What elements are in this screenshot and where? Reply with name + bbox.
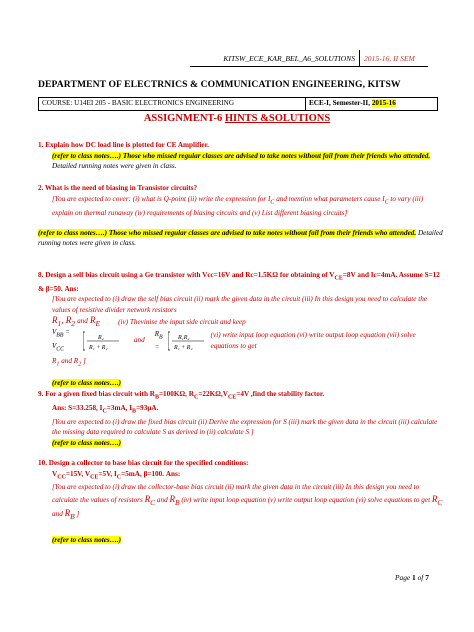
course-name: COURSE: U14EI 205 - BASIC ELECTRONICS ENGINEERING [39,98,306,110]
question-10 [38,458,443,545]
question-1-text: 1. Explain how DC load line is plotted for CE Amplifier. [38,141,209,149]
question-8 [38,270,443,388]
q8-text-1: 8. Design a self bias circuit using a Ge transistor with Vcc=16V and Rc=1.5KΩ for obtaining of V [38,271,335,279]
q10-solve-rb-sub: B [70,512,75,522]
q8-solve-r1-label: R [52,356,57,365]
q8-solve-r2-sub: 2 [78,361,82,368]
question-1 [38,140,443,172]
q8-resistors-line [52,315,443,329]
q8-hint-a: [You are expected to (i) draw the self bias circuit (ii) mark the given data in the circuit (iii) In this design you need to calculate the values of resistive divider network resistors [52,295,427,314]
q8-rb: R [154,329,159,338]
answer-1-highlight: (refer to class notes….) Those who missed regular classes are advised to take notes without fail from their friends who attended. [52,151,431,160]
q8-solve-r1-sub: 1 [56,361,60,368]
q8-r1: R [52,315,58,326]
q8-rb-formula [155,329,168,353]
assignment-title-hints: HINTS &SOLUTIONS [224,113,331,124]
q9-ans-2: =3mA, I [106,403,133,412]
q10-rc [144,493,156,507]
q9-ans-sub-c: C [102,408,107,415]
q9-sub-ce: CE [227,394,237,401]
answer-1-plain: Detailed running notes were given in class. [52,162,177,170]
page-header [190,50,428,67]
q10-l-2: =15V, V [65,469,91,478]
q9-text-3: =22KΩ,V [198,390,228,398]
q10-sub-c: C [116,473,122,480]
q8-vcc-sub: CC [56,346,65,353]
q10-sub-cc: CC [57,473,66,480]
q8-hint-b: (iv) Thevinise the input side circuit and keep [118,318,246,327]
q8-formula-and: and [133,336,145,345]
q8-hint-c: (vi) write input loop equation (vi) write output loop equation (vii) solve equations to get [210,331,416,350]
q8-refer-text: (refer to class notes….) [52,378,122,387]
q10-refer-text: (refer to class notes….) [52,535,122,544]
question-9-text [38,389,443,403]
q10-solve-rc-sub: C [437,497,443,507]
q8-vbb-formula [52,327,81,355]
question-9-hint: [You are expected to (i) draw the fixed bias circuit (ii) Derive the expression for S (iii) mark the given data in the circuit (iii) calculate the missing data required to calculate S as derived in (ii) calculate S ] [52,417,438,437]
q10-rb [169,493,180,507]
question-10-text: 10. Design a collector to base bias circuit for the specified conditions: [38,459,249,467]
question-2-answer [38,228,443,249]
footer-page-total: 7 [425,573,429,582]
q8-formula-line [52,327,443,353]
q2-hint-sub-2: C [384,198,389,205]
q8-hint-line [52,356,443,370]
q8-vbb: V [52,327,57,336]
q8-refer [38,378,443,389]
footer-page-number: 1 [412,573,416,582]
q10-l-1: V [52,469,58,478]
q10-hint-1: [You are expected to (i) draw the collector-base bias circuit (ii) mark the given data in the circuit (iii) In this design you need to calculate the values of resistors [52,483,420,504]
svg-text:R₁R₂: R₁R₂ [177,334,190,341]
question-8-hint [38,294,443,369]
q2-hint-1: [You are expected to cover: (i) what is Q-point (ii) write the expression for I [52,194,271,203]
q10-and: and [155,495,170,504]
svg-text:R₁ + R₂: R₁ + R₂ [89,344,108,351]
q9-text-4: =4V ,find the stability factor. [236,390,325,398]
q8-r1-sub: 1 [57,319,62,329]
question-9 [38,389,443,448]
q9-text-2: =100KΩ, R [158,390,194,398]
q2-hint-sub-1: C [270,198,275,205]
q2-hint-3: to vary (iii) explain on thermal runaway (iv) requirements of biasing circuits and (v) List different biasing circuits] [52,194,424,217]
course-box [38,97,438,111]
q10-rc-label: R [144,493,151,504]
q8-vbb-sub: BB [56,332,64,339]
q9-refer-text: (refer to class notes….) [52,438,122,447]
footer-prefix: Page [395,573,413,582]
q10-solve-and: and [52,510,65,519]
q8-re-sub: E [95,319,101,329]
page-footer [395,573,429,582]
q9-refer [38,438,443,449]
footer-of: of [415,573,426,582]
q8-r2: R [65,315,72,326]
q9-sub-b: B [154,394,159,401]
course-year: 2015-16 [371,99,396,107]
q10-rc-sub: C [150,497,156,507]
q8-r2-sub: 2 [71,319,75,329]
rb-fraction [168,331,205,351]
answer-2-plain: Detailed running notes were given in class. [38,228,443,248]
question-8-text [38,270,443,294]
q8-and: and [77,317,88,326]
q8-solve-r2 [73,356,82,368]
course-semester [306,98,437,110]
svg-text:R₁ + R₂: R₁ + R₂ [173,344,193,351]
assignment-title-prefix: ASSIGNMENT-6 [143,113,225,124]
q8-resistors: $R_1$, $R_2$ and $R_E$ [52,315,101,329]
q10-l-3: =5V, I [98,469,117,478]
q8-rb-sub: B [158,333,163,340]
q10-refer [38,535,443,546]
assignment-title [0,113,474,124]
q10-hint-2: (iv) write input loop equation (v) write output loop equation (vi) solve equations to get [179,495,432,504]
q10-rb-sub: B [174,497,180,507]
q8-re: R [90,315,96,326]
question-2-text: 2. What is the need of biasing in Transistor circuits? [38,184,198,192]
question-2-hint [38,194,443,219]
q10-l-4: =5mA, β=100. Ans: [121,469,181,478]
q2-hint-2: and mention what parameters cause I [274,194,385,203]
vbb-fraction [83,331,120,351]
question-10-conditions [38,469,443,483]
q8-hint-d: and [59,356,74,365]
q8-hint-end: ] [82,356,86,365]
q9-sub-c: C [193,394,199,401]
q9-ans-sub-b: B [132,408,137,415]
question-10-hint [38,482,443,522]
q9-ans-3: =93μA. [136,403,159,412]
q9-ans-1: Ans: S=33.258, I [52,403,103,412]
q9-text-1: 9. For a given fixed bias circuit with R [38,390,155,398]
q10-sub-ce: CE [90,473,99,480]
q10-solve-rc-label: R [431,493,438,504]
header-doc-id: KITSW_ECE_KAR_BEL_A6_SOLUTIONS [223,54,355,63]
q8-vcc: = V [52,327,70,350]
department-title: DEPARTMENT OF ELECTRNICS & COMMUNICATION ENGINEERING, KITSW [38,79,401,90]
question-9-answer [38,403,443,417]
q10-solve-rb-label: R [64,508,71,519]
q8-rb-eq: = [154,343,160,352]
question-2 [38,183,443,249]
answer-2-highlight: (refer to class notes….) Those who missed regular classes are advised to take notes without fail from their friends who attended. [38,228,417,237]
q10-solve-rc [431,493,443,507]
header-semester: 2015-16, II SEM [364,54,415,63]
q10-solve-rb [64,508,75,522]
question-1-answer [38,151,443,172]
q8-solve-r2-label: R [73,356,79,365]
course-semester-text: ECE-I, Semester-II, [309,99,372,107]
q8-text-sub: CE [334,275,343,282]
q10-hint-end: ] [76,510,80,519]
q10-rb-label: R [169,493,175,504]
q8-text-2: =8V and Ic=4mA. Assume S=12 & β=50. Ans: [38,271,440,293]
svg-text:R₂: R₂ [98,334,104,341]
